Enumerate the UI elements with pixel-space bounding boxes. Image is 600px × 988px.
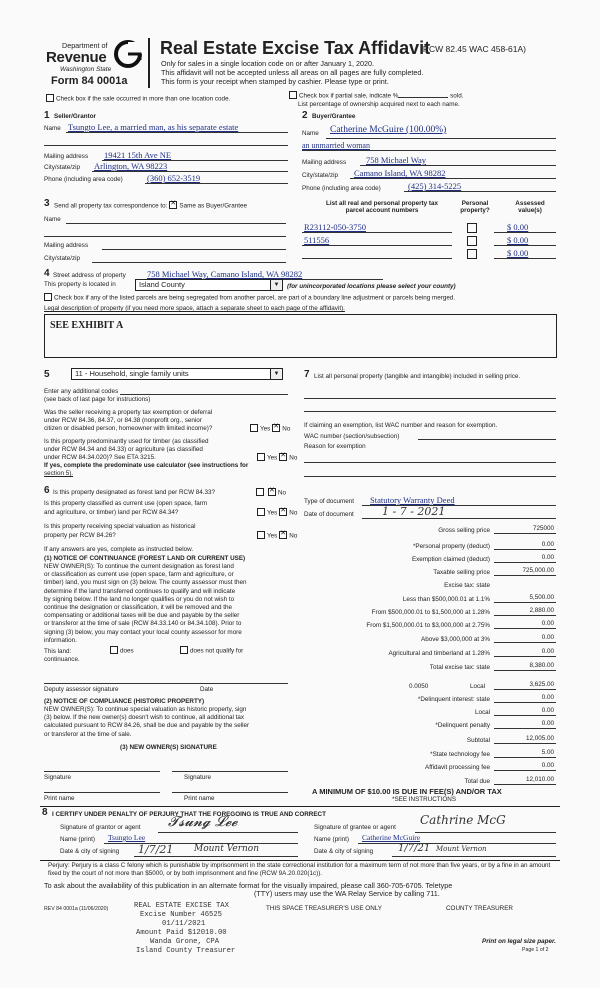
grantor-date[interactable]: 1/7/21	[138, 843, 174, 856]
perjury-notice: Perjury: Perjury is a class C felony which is punishable by imprisonment in the state correctional institution for a maximum term of not more than five years, or by a fine in an amount fixed by the court of not more than $5000, or by both imprisonment and fine (RCW 9A.20.020(1c)).	[48, 862, 551, 877]
q-forest-answer[interactable]: ✕ No	[254, 489, 286, 497]
section-8-divider	[40, 806, 560, 807]
doc-date[interactable]: 1 - 7 - 2021	[382, 505, 446, 518]
county-label: This property is located in	[44, 281, 116, 288]
legal-description: SEE EXHIBIT A	[50, 320, 124, 331]
chevron-down-icon[interactable]: ▼	[270, 369, 282, 379]
grantee-signature-label: Signature of grantee or agent	[314, 824, 396, 831]
reason-label: Reason for exemption	[304, 443, 366, 450]
tax-row-label: Total excise tax: state	[429, 664, 490, 671]
seller-phone-label: Phone (including area code)	[44, 176, 123, 183]
q-current-use-2: and agriculture, or timber) land per RCW 84.34?	[44, 509, 179, 516]
tax-row-label: Affidavit processing fee	[425, 764, 490, 771]
tax-row-label: From $1,500,000.01 to $3,000,000 at 2.75%	[366, 622, 490, 629]
tax-row-value[interactable]: 0.00	[541, 648, 554, 655]
tax-row-label: Above $3,000,000 at 3%	[421, 636, 490, 643]
tax-row-label: Total due	[464, 778, 490, 785]
treasurer-use-label: THIS SPACE TREASURER'S USE ONLY	[266, 905, 382, 912]
stamp-line-4: Amount Paid $12010.00	[136, 929, 227, 937]
yes-checkbox[interactable]	[257, 531, 265, 539]
doc-type[interactable]: Statutory Warranty Deed	[370, 495, 455, 505]
chevron-down-icon[interactable]: ▼	[270, 280, 282, 290]
notice-2-body: NEW OWNER(S): To continue special valuation as historic property, sign (3) below. If the new owner(s) doesn't wish to continue, all additional tax calculated pursuant to RCW 84.26, shall be due and payable by the seller or transferor at the time of sale.	[44, 706, 250, 738]
corr-city-label: City/state/zip	[44, 255, 81, 262]
personal-property-label: List all personal property (tangible and intangible) included in selling price.	[314, 373, 521, 380]
deputy-date-label: Date	[200, 686, 214, 693]
local-rate: 0.0050	[409, 683, 429, 690]
state-label: Washington State	[60, 66, 112, 73]
section-3-number: 3	[44, 198, 50, 209]
certify-statement: I CERTIFY UNDER PENALTY OF PERJURY THAT THE FOREGOING IS TRUE AND CORRECT	[52, 811, 326, 818]
tax-row-value[interactable]: 0.00	[541, 694, 554, 701]
seller-phone[interactable]: (360) 652-3519	[147, 173, 201, 183]
tax-row-value[interactable]: 5.00	[541, 749, 554, 756]
property-street[interactable]: 758 Michael Way, Camano Island, WA 98282	[147, 269, 303, 279]
print-name-label: Print name	[184, 795, 215, 802]
revision-label: REV 84 0001a (11/06/2020)	[44, 906, 109, 912]
header-note-3: This form is your receipt when stamped by cashier. Please type or print.	[161, 77, 389, 86]
section-6-number: 6	[44, 485, 50, 496]
tax-row-label: Agricultural and timberland at 1.28%	[388, 650, 490, 657]
section-4-number: 4	[44, 268, 50, 279]
q-timber-3: under RCW 84.34.020)? See ETA 3215.	[44, 454, 156, 461]
grantee-city[interactable]: Mount Vernon	[436, 845, 487, 853]
yes-checkbox[interactable]	[257, 453, 265, 461]
form-number: Form 84 0001a	[51, 75, 128, 87]
grantor-signature[interactable]: 𝓣𝓼𝓾𝓷𝓰 𝓛𝓮𝓮	[168, 814, 238, 830]
segregation-checkbox[interactable]	[44, 293, 52, 301]
buyer-name-label: Name	[302, 130, 319, 137]
agency-name: Revenue	[46, 49, 107, 66]
partial-sale-checkbox[interactable]	[289, 91, 297, 99]
tax-row-value[interactable]: 0.00	[541, 720, 554, 727]
tax-row-value[interactable]: 0.00	[541, 634, 554, 641]
seller-name-label: Name	[44, 125, 61, 132]
same-as-buyer-checkbox[interactable]	[169, 201, 177, 209]
legal-paper-note: Print on legal size paper.	[482, 938, 556, 945]
q-timber-1: Is this property predominantly used for timber (as classified	[44, 438, 209, 445]
section-8-number: 8	[42, 807, 48, 818]
tax-row-label: Exemption claimed (deduct)	[411, 556, 490, 563]
alt-format-1: To ask about the availability of this publication in an alternate format for the visually impaired, please call 360-705-6705. Teletype	[44, 881, 453, 890]
seller-name[interactable]: Tsungto Lee, a married man, as his separate estate	[68, 122, 239, 132]
tax-row-value[interactable]: 0.00	[541, 707, 554, 714]
local-label: Local	[470, 683, 486, 690]
tax-row-value[interactable]: 0.00	[541, 554, 554, 561]
does-qualify-option[interactable]: does	[108, 647, 134, 655]
q-current-use-1: Is this property classified as current use (open space, farm	[44, 500, 208, 507]
personal-property-checkbox[interactable]	[467, 223, 477, 233]
additional-codes-label: Enter any additional codes	[44, 388, 119, 395]
q-timber-2: under RCW 84.34 and 84.33) or agriculture (as classified	[44, 446, 203, 453]
form-title: Real Estate Excise Tax Affidavit	[160, 38, 431, 58]
street-label: Street address of property	[53, 272, 126, 279]
q-exemption-answer[interactable]: Yes✕ No	[248, 425, 290, 433]
partial-sale-check[interactable]: Check box if partial sale, indicate % sold.	[287, 92, 463, 100]
assessed-value[interactable]: $ 0.00	[507, 235, 529, 245]
tax-row-label: *Delinquent interest: state	[417, 696, 490, 703]
tax-row-label: *State technology fee	[430, 751, 490, 758]
tax-row-label: Less than $500,000.01 at 1.1%	[402, 596, 490, 603]
no-checkbox[interactable]	[279, 508, 287, 516]
section-5-number: 5	[44, 369, 50, 380]
this-land-label: This land:	[44, 648, 72, 655]
tax-row-label: Gross selling price	[438, 527, 490, 534]
does-checkbox[interactable]	[110, 646, 118, 654]
seller-heading: Seller/Grantor	[54, 113, 96, 120]
corr-mail-label: Mailing address	[44, 242, 89, 249]
q-forest: Is this property designated as forest land per RCW 84.33?	[53, 489, 216, 496]
yes-checkbox[interactable]	[250, 424, 258, 432]
rcw-citation: (RCW 82.45 WAC 458-61A)	[420, 44, 526, 54]
see-instructions: *SEE INSTRUCTIONS	[392, 796, 457, 803]
grantee-date[interactable]: 1/7/21	[398, 843, 431, 854]
continuance-label: continuance.	[44, 656, 80, 663]
stamp-line-2: Excise Number 46525	[140, 911, 222, 919]
seller-city-label: City/state/zip	[44, 164, 81, 171]
assessed-value[interactable]: $ 0.00	[507, 248, 529, 258]
grantor-city[interactable]: Mount Vernon	[194, 844, 260, 854]
buyer-name[interactable]: Catherine McGuire (100.00%)	[330, 125, 447, 135]
buyer-heading: Buyer/Grantee	[312, 113, 356, 120]
buyer-phone-label: Phone (including area code)	[302, 185, 381, 192]
correspondence-label: Send all property tax correspondence to:✕ Same as Buyer/Grantee	[54, 202, 247, 210]
tax-row-value[interactable]: 2,880.00	[529, 607, 554, 614]
tax-row-value[interactable]: 5,500.00	[529, 594, 554, 601]
county-note: (for unincorporated locations please select your county)	[287, 283, 456, 290]
does-not-qualify-option[interactable]: does not qualify for	[178, 647, 243, 655]
if-yes-note: If any answers are yes, complete as instructed below.	[44, 546, 194, 553]
seller-mail[interactable]: 19421 15th Ave NE	[104, 150, 172, 160]
wac-label: WAC number (section/subsection)	[304, 433, 400, 440]
page-number: Page 1 of 2	[522, 947, 549, 953]
q-historic-2: property per RCW 84.26?	[44, 532, 116, 539]
doc-type-label: Type of document	[304, 498, 355, 505]
revenue-logo-icon	[113, 40, 143, 68]
no-checkbox[interactable]	[268, 488, 276, 496]
tax-row-label: Excise tax: state	[444, 582, 490, 589]
buyer-mail-label: Mailing address	[302, 159, 347, 166]
grantor-name[interactable]: Tsungto Lee	[108, 833, 146, 842]
notice-3-title: (3) NEW OWNER(S) SIGNATURE	[120, 744, 217, 751]
footer-divider	[40, 860, 560, 861]
header-divider	[148, 38, 150, 88]
grantor-signature-label: Signature of grantor or agent	[60, 824, 141, 831]
q-historic-answer[interactable]: Yes✕ No	[255, 532, 297, 540]
q-timber-answer[interactable]: Yes✕ No	[255, 454, 297, 462]
parcel-col-1: List all real and personal property tax parcel account numbers	[326, 200, 438, 214]
yes-checkbox[interactable]	[256, 488, 264, 496]
parcel-col-2: Personal property?	[460, 200, 490, 214]
multi-location-checkbox[interactable]	[46, 94, 54, 102]
grantor-name-label: Name (print)	[60, 836, 95, 843]
tax-row-value[interactable]: 0.00	[541, 541, 554, 548]
header-note-2: This affidavit will not be accepted unless all areas on all pages are fully completed.	[161, 68, 424, 77]
parcel-col-3: Assessed value(s)	[515, 200, 545, 214]
tax-row-value[interactable]: 0.00	[541, 620, 554, 627]
no-checkbox[interactable]	[279, 453, 287, 461]
county-treasurer-label: COUNTY TREASURER	[446, 905, 513, 912]
tax-row-label: Local	[474, 709, 490, 716]
personal-property-checkbox[interactable]	[467, 249, 477, 259]
buyer-phone[interactable]: (425) 314-5225	[408, 181, 462, 191]
q-exemption-2: under RCW 84.36, 84.37, or 84.38 (nonprofit org., senior	[44, 417, 202, 424]
no-checkbox[interactable]	[272, 424, 280, 432]
additional-codes-note: (see back of last page for instructions)	[44, 396, 151, 403]
assessed-value[interactable]: $ 0.00	[507, 222, 529, 232]
notice-1-title: (1) NOTICE OF CONTINUANCE (FOREST LAND OR CURRENT USE)	[44, 555, 246, 562]
seller-mail-label: Mailing address	[44, 153, 89, 160]
stamp-line-6: Island County Treasurer	[136, 947, 236, 955]
yes-checkbox[interactable]	[257, 508, 265, 516]
tax-row-label: Subtotal	[466, 737, 490, 744]
notice-1-body: NEW OWNER(S): To continue the current designation as forest land or classification as current use (open space, farm and agriculture, or timber) land, you must sign on (3) below. The county assessor must then determine if the land transferred continues to qualify and will indicate by signing below. If the land no longer qualifies or you do not wish to continue the designation or classification, it will be removed and the compensating or additional taxes will be due and payable by the seller or transferor at the time of sale (RCW 84.33.140 or 84.34.108). Prior to signing (3) below, you may contact your local county assessor for more information.	[44, 563, 247, 644]
q-timber-4: If yes, complete the predominate use calculator (see instructions for	[44, 462, 249, 469]
local-value: 3,625.00	[529, 681, 554, 688]
buyer-city[interactable]: Camano Island, WA 98282	[354, 168, 446, 178]
multi-location-check[interactable]: Check box if the sale occurred in more than one location code.	[44, 95, 230, 103]
section-7-number: 7	[304, 369, 310, 380]
legal-description-label: Legal description of property (if you need more space, attach a separate sheet to each page of the affidavit).	[44, 305, 345, 312]
q-current-use-answer[interactable]: Yes✕ No	[255, 509, 297, 517]
buyer-name-2[interactable]: an unmarried woman	[302, 141, 370, 150]
seller-city[interactable]: Arlington, WA 98223	[94, 161, 168, 171]
personal-property-checkbox[interactable]	[467, 236, 477, 246]
signature-label: Signature	[44, 774, 71, 781]
stamp-line-5: Wanda Grone, CPA	[150, 938, 220, 946]
dept-label: Department of	[62, 41, 108, 50]
tax-row-value[interactable]: 12,010.00	[525, 776, 554, 783]
corr-name-label: Name	[44, 216, 61, 223]
stamp-line-3: 01/11/2021	[162, 920, 206, 928]
section-1-number: 1	[44, 110, 50, 121]
tax-row-label: Taxable selling price	[433, 569, 490, 576]
buyer-city-label: City/state/zip	[302, 172, 339, 179]
notice-2-title: (2) NOTICE OF COMPLIANCE (HISTORIC PROPERTY)	[44, 698, 205, 705]
partial-sale-note: List percentage of ownership acquired next to each name.	[298, 101, 460, 108]
buyer-mail[interactable]: 758 Michael Way	[366, 155, 427, 165]
land-use-select[interactable]: 11 - Household, single family units ▼	[71, 368, 283, 380]
parcel-number[interactable]: 511556	[304, 235, 330, 245]
grantee-signature[interactable]: Cathrine McG	[420, 813, 506, 827]
header-note-1: Only for sales in a single location code on or after January 1, 2020.	[161, 59, 374, 68]
minimum-note: A MINIMUM OF $10.00 IS DUE IN FEE(S) AND/OR TAX	[312, 787, 502, 796]
grantor-date-label: Date & city of signing	[60, 848, 120, 855]
grantee-name-label: Name (print)	[314, 836, 349, 843]
tax-row-value[interactable]: 12,005.00	[525, 735, 554, 742]
tax-row-label: *Personal property (deduct)	[412, 543, 490, 550]
grantee-date-label: Date & city of signing	[314, 848, 374, 855]
tax-row-label: From $500,000.01 to $1,500,000 at 1.28%	[371, 609, 490, 616]
does-not-checkbox[interactable]	[180, 646, 188, 654]
print-name-label: Print name	[44, 795, 75, 802]
tax-row-value[interactable]: 0.00	[541, 762, 554, 769]
alt-format-2: (TTY) users may use the WA Relay Service by calling 711.	[254, 889, 440, 898]
tax-row-value[interactable]: 725,000.00	[522, 567, 554, 574]
doc-date-label: Date of document	[304, 511, 354, 518]
tax-row-value[interactable]: 8,380.00	[529, 662, 554, 669]
signature-label: Signature	[184, 774, 211, 781]
no-checkbox[interactable]	[279, 531, 287, 539]
stamp-line-1: REAL ESTATE EXCISE TAX	[134, 902, 229, 910]
grantee-name[interactable]: Catherine McGuire	[362, 833, 421, 842]
q-exemption-3: citizen or disabled person, homeowner with limited income)?	[44, 425, 213, 432]
section-2-number: 2	[302, 110, 308, 121]
county-select[interactable]: Island County ▼	[135, 279, 283, 291]
tax-row-value[interactable]: 725000	[532, 525, 554, 532]
q-exemption-1: Was the seller receiving a property tax exemption or deferral	[44, 409, 213, 416]
segregation-check[interactable]: Check box if any of the listed parcels are being segregated from another parcel, are part of a boundary line adjustment or parcels being merged.	[42, 294, 455, 302]
tax-row-label: *Delinquent penalty	[435, 722, 490, 729]
q-timber-5: section 5).	[44, 470, 74, 477]
deputy-signature-label: Deputy assessor signature	[44, 686, 119, 693]
exemption-label: If claiming an exemption, list WAC number and reason for exemption.	[304, 422, 498, 429]
parcel-number[interactable]: R23112-050-3750	[304, 222, 367, 232]
q-historic-1: Is this property receiving special valuation as historical	[44, 523, 196, 530]
